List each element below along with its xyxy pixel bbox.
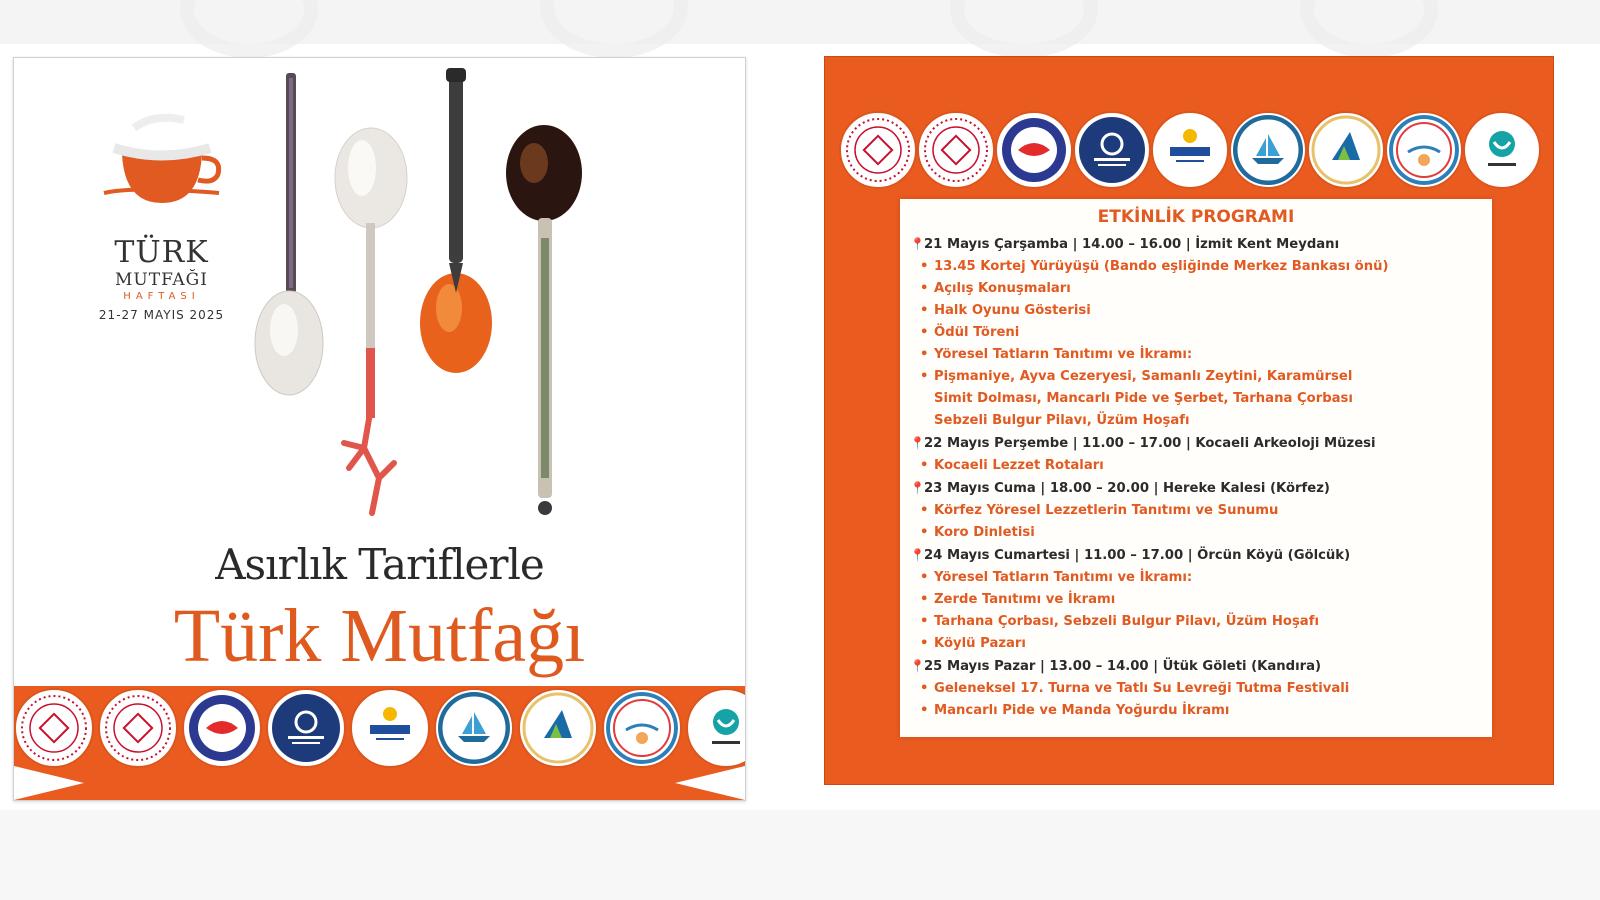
- program-item: [910, 366, 1490, 388]
- event-logo: [74, 98, 249, 398]
- bullet-icon: •: [920, 525, 929, 540]
- map-pin-icon: 📍: [910, 481, 925, 495]
- program-item: [910, 611, 1490, 633]
- map-pin-icon: 📍: [910, 548, 925, 562]
- program-day-heading: [910, 655, 1490, 678]
- ministry-education-seal-icon: [919, 113, 993, 187]
- program-text: Mancarlı Pide ve Manda Yoğurdu İkramı: [934, 703, 1230, 718]
- program-text: 25 Mayıs Pazar | 13.00 – 14.00 | Ütük Göleti (Kandıra): [924, 659, 1322, 674]
- program-item: [910, 455, 1490, 477]
- coffee-cup-icon: [94, 108, 229, 223]
- program-item: [910, 500, 1490, 522]
- program-item: [910, 410, 1490, 432]
- headline-line1: Asırlık Tariflerle: [215, 540, 544, 589]
- program-text: 24 Mayıs Cumartesi | 11.00 – 17.00 | Örcün Köyü (Gölcük): [924, 548, 1351, 563]
- bullet-icon: •: [920, 303, 929, 318]
- pearl-spoon-icon: [255, 73, 323, 395]
- bullet-icon: •: [920, 458, 929, 473]
- program-list: [910, 233, 1490, 722]
- program-text: Köylü Pazarı: [934, 636, 1026, 651]
- kentkonseyi-seal-icon: [688, 690, 746, 766]
- logo-week: HAFTASI: [123, 291, 200, 302]
- program-text: Yöresel Tatların Tanıtımı ve İkramı:: [934, 570, 1193, 585]
- ribbon-notch-right: [675, 766, 745, 800]
- program-text: Sebzeli Bulgur Pilavı, Üzüm Hoşafı: [934, 413, 1190, 428]
- program-item: [910, 300, 1490, 322]
- program-item: [910, 344, 1490, 366]
- program-item: [910, 388, 1490, 410]
- program-text: Halk Oyunu Gösterisi: [934, 303, 1091, 318]
- metropolitan-seal-icon: [1075, 113, 1149, 187]
- kentkonseyi-seal-icon: [1465, 113, 1539, 187]
- program-text: Simit Dolması, Mancarlı Pide ve Şerbet, Tarhana Çorbası: [934, 391, 1353, 406]
- bullet-icon: •: [920, 259, 929, 274]
- program-item: [910, 678, 1490, 700]
- program-text: Koro Dinletisi: [934, 525, 1035, 540]
- background-ornament: [950, 0, 1098, 58]
- governorship-seal-icon: [184, 690, 260, 766]
- program-item: [910, 589, 1490, 611]
- background-ornament: [1300, 0, 1438, 58]
- map-pin-icon: 📍: [910, 436, 925, 450]
- kartepe-seal-icon: [520, 690, 596, 766]
- korfez-seal-icon: [604, 690, 680, 766]
- bullet-icon: •: [920, 281, 929, 296]
- program-card: [900, 199, 1492, 737]
- program-day-heading: [910, 477, 1490, 500]
- program-text: 21 Mayıs Çarşamba | 14.00 – 16.00 | İzmit Kent Meydanı: [924, 237, 1340, 252]
- event-dates: 21-27 MAYIS 2025: [98, 308, 225, 322]
- bullet-icon: •: [920, 681, 929, 696]
- ministry-education-seal-icon: [100, 690, 176, 766]
- bullet-icon: •: [920, 614, 929, 629]
- turk-mutfagi-poster: [13, 57, 746, 801]
- background-ornament: [540, 0, 688, 58]
- program-item: [910, 522, 1490, 544]
- kandira-seal-icon: [436, 690, 512, 766]
- bullet-icon: •: [920, 592, 929, 607]
- korfez-seal-icon: [1387, 113, 1461, 187]
- program-text: Tarhana Çorbası, Sebzeli Bulgur Pilavı, Üzüm Hoşafı: [934, 614, 1319, 629]
- sponsor-logos-left: [16, 690, 746, 766]
- spoons-illustration: [244, 68, 624, 538]
- ministry-culture-seal-icon: [841, 113, 915, 187]
- sponsor-logos-right: [841, 113, 1539, 187]
- program-text: Pişmaniye, Ayva Cezeryesi, Samanlı Zeytini, Karamürsel: [934, 369, 1353, 384]
- program-text: Yöresel Tatların Tanıtımı ve İkramı:: [934, 347, 1193, 362]
- program-day-heading: [910, 233, 1490, 256]
- headline-line2: Türk Mutfağı: [173, 594, 586, 678]
- kandira-seal-icon: [1231, 113, 1305, 187]
- program-item: [910, 256, 1490, 278]
- program-poster: [824, 56, 1554, 785]
- program-text: Zerde Tanıtımı ve İkramı: [934, 592, 1116, 607]
- golcuk-seal-icon: [1153, 113, 1227, 187]
- logo-subtitle: MUTFAĞI: [115, 270, 208, 290]
- program-text: Körfez Yöresel Lezzetlerin Tanıtımı ve Sunumu: [934, 503, 1279, 518]
- logo-title: TÜRK: [114, 235, 209, 270]
- bullet-icon: •: [920, 570, 929, 585]
- background-ornament: [180, 0, 318, 58]
- bullet-icon: •: [920, 703, 929, 718]
- program-day-heading: [910, 544, 1490, 567]
- kartepe-seal-icon: [1309, 113, 1383, 187]
- program-title: ETKİNLİK PROGRAMI: [1097, 207, 1295, 227]
- program-text: Ödül Töreni: [934, 325, 1020, 340]
- program-text: 22 Mayıs Perşembe | 11.00 – 17.00 | Kocaeli Arkeoloji Müzesi: [924, 436, 1376, 451]
- program-item: [910, 700, 1490, 722]
- tortoiseshell-spoon-icon: [506, 125, 582, 515]
- bullet-icon: •: [920, 325, 929, 340]
- program-text: 13.45 Kortej Yürüyüşü (Bando eşliğinde Merkez Bankası önü): [934, 259, 1389, 274]
- coral-spoon-icon: [335, 128, 407, 513]
- program-item: [910, 322, 1490, 344]
- governorship-seal-icon: [997, 113, 1071, 187]
- ministry-culture-seal-icon: [16, 690, 92, 766]
- program-text: Geleneksel 17. Turna ve Tatlı Su Levreği Tutma Festivali: [934, 681, 1350, 696]
- bullet-icon: •: [920, 347, 929, 362]
- program-item: [910, 278, 1490, 300]
- program-item: [910, 567, 1490, 589]
- program-text: 23 Mayıs Cuma | 18.00 – 20.00 | Hereke Kalesi (Körfez): [924, 481, 1330, 496]
- program-item: [910, 633, 1490, 655]
- map-pin-icon: 📍: [910, 237, 925, 251]
- bullet-icon: •: [920, 636, 929, 651]
- golcuk-seal-icon: [352, 690, 428, 766]
- amber-spoon-icon: [420, 68, 492, 373]
- bullet-icon: •: [920, 503, 929, 518]
- map-pin-icon: 📍: [910, 659, 925, 673]
- bullet-icon: •: [920, 369, 929, 384]
- program-day-heading: [910, 432, 1490, 455]
- program-text: Açılış Konuşmaları: [934, 281, 1071, 296]
- program-text: Kocaeli Lezzet Rotaları: [934, 458, 1104, 473]
- metropolitan-seal-icon: [268, 690, 344, 766]
- ribbon-notch-left: [14, 766, 84, 800]
- background-band-bottom: [0, 810, 1600, 900]
